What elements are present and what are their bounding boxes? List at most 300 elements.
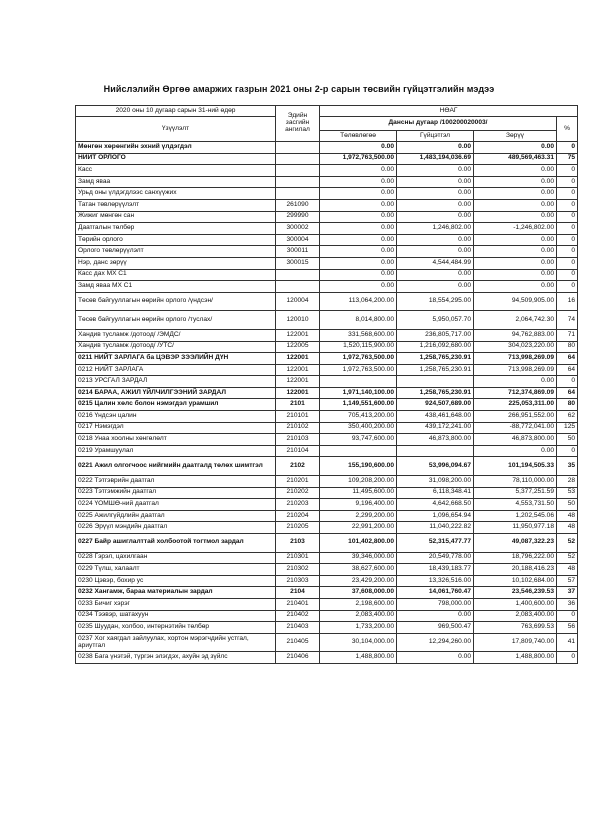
row-name: Мөнгөн хөрөнгийн эхний үлдэгдэл	[76, 142, 276, 154]
row-plan: 1,972,763,500.00	[320, 353, 397, 365]
row-pct: 0	[557, 445, 578, 457]
row-diff: 0.00	[474, 246, 557, 258]
row-actual	[397, 376, 474, 388]
table-row	[76, 292, 578, 311]
row-pct: 48	[557, 522, 578, 534]
table-row	[76, 199, 578, 211]
row-code: 210402	[276, 610, 320, 622]
table-row	[76, 487, 578, 499]
row-name: 0233 Бичиг хэрэг	[76, 598, 276, 610]
row-plan: 0.00	[320, 234, 397, 246]
row-actual: 0.00	[397, 142, 474, 154]
row-actual: 18,439,183.77	[397, 564, 474, 576]
row-pct: 62	[557, 411, 578, 423]
row-actual: 1,096,654.94	[397, 510, 474, 522]
table-row	[76, 510, 578, 522]
table-row	[76, 153, 578, 165]
row-code: 210303	[276, 575, 320, 587]
row-pct: 64	[557, 353, 578, 365]
row-plan: 30,104,000.00	[320, 633, 397, 652]
row-plan: 38,627,600.00	[320, 564, 397, 576]
row-name: НИЙТ ОРЛОГО	[76, 153, 276, 165]
row-actual: 236,805,717.00	[397, 329, 474, 341]
row-code: 300002	[276, 223, 320, 235]
row-code: 210101	[276, 411, 320, 423]
row-plan: 0.00	[320, 211, 397, 223]
row-name: Касс	[76, 165, 276, 177]
row-code: 210201	[276, 476, 320, 488]
table-row	[76, 165, 578, 177]
row-diff: 5,377,251.59	[474, 487, 557, 499]
row-code: 210104	[276, 445, 320, 457]
row-plan: 1,488,800.00	[320, 652, 397, 664]
header-pct: %	[557, 117, 578, 142]
row-plan: 0.00	[320, 199, 397, 211]
row-code: 210405	[276, 633, 320, 652]
row-plan: 0.00	[320, 176, 397, 188]
table-row	[76, 622, 578, 634]
row-code: 210202	[276, 487, 320, 499]
row-actual: 1,246,802.00	[397, 223, 474, 235]
row-name: Төсөв байгууллагын өөрийн орлого /үндсэн/	[76, 292, 276, 311]
row-actual: 0.00	[397, 652, 474, 664]
row-actual: 11,040,222.82	[397, 522, 474, 534]
row-pct: 80	[557, 399, 578, 411]
row-diff: 763,699.53	[474, 622, 557, 634]
row-code: 210203	[276, 499, 320, 511]
row-plan: 101,402,800.00	[320, 534, 397, 553]
row-pct: 36	[557, 598, 578, 610]
row-pct: 0	[557, 199, 578, 211]
row-actual: 14,061,760.47	[397, 587, 474, 599]
row-code	[276, 188, 320, 200]
row-code: 122001	[276, 364, 320, 376]
table-body	[76, 142, 578, 664]
table-row	[76, 476, 578, 488]
table-row	[76, 587, 578, 599]
table-row	[76, 246, 578, 258]
row-plan	[320, 445, 397, 457]
row-diff: 2,064,742.30	[474, 311, 557, 330]
row-name: Жижиг мөнгөн сан	[76, 211, 276, 223]
table-row	[76, 598, 578, 610]
row-name: Урьд оны үлдэгдлээс санхүүжих	[76, 188, 276, 200]
row-pct: 52	[557, 552, 578, 564]
row-plan: 0.00	[320, 165, 397, 177]
row-pct: 41	[557, 633, 578, 652]
row-diff: 0.00	[474, 234, 557, 246]
row-code: 122001	[276, 376, 320, 388]
row-diff: 4,553,731.50	[474, 499, 557, 511]
row-plan: 1,149,551,600.00	[320, 399, 397, 411]
row-diff: 0.00	[474, 211, 557, 223]
row-pct: 0	[557, 188, 578, 200]
row-plan: 93,747,600.00	[320, 434, 397, 446]
row-code: 210401	[276, 598, 320, 610]
row-code: 210103	[276, 434, 320, 446]
row-pct: 53	[557, 487, 578, 499]
header-actual: Гүйцэтгэл	[397, 131, 474, 142]
row-plan: 331,568,600.00	[320, 329, 397, 341]
row-plan: 0.00	[320, 188, 397, 200]
row-name: 0237 Хог хаягдал зайлуулах, хортон мэрэгчдийн устгал, ариутгал	[76, 633, 276, 652]
row-actual: 0.00	[397, 269, 474, 281]
row-actual: 969,500.47	[397, 622, 474, 634]
row-plan: 22,991,200.00	[320, 522, 397, 534]
row-plan: 0.00	[320, 223, 397, 235]
row-actual: 31,098,200.00	[397, 476, 474, 488]
row-name: 0235 Шуудан, холбоо, интернэтийн төлбөр	[76, 622, 276, 634]
row-actual: 0.00	[397, 165, 474, 177]
row-name: 0219 Урамшуулал	[76, 445, 276, 457]
row-actual: 0.00	[397, 281, 474, 293]
header-diff: Зөрүү	[474, 131, 557, 142]
row-plan: 9,196,400.00	[320, 499, 397, 511]
row-code: 300015	[276, 257, 320, 269]
table-row	[76, 341, 578, 353]
row-pct: 0	[557, 211, 578, 223]
table-row	[76, 499, 578, 511]
row-pct: 0	[557, 257, 578, 269]
row-name: Төрийн орлого	[76, 234, 276, 246]
row-code: 210204	[276, 510, 320, 522]
row-actual: 46,873,800.00	[397, 434, 474, 446]
row-code: 2101	[276, 399, 320, 411]
report-title: Нийслэлийн Өргөө амаржих газрын 2021 оны 2-р сарын төсвийн гүйцэтгэлийн мэдээ	[103, 84, 495, 94]
row-name: 0215 Цалин хөлс болон нэмэгдэл урамшил	[76, 399, 276, 411]
row-name: 0234 Тээвэр, шатахуун	[76, 610, 276, 622]
header-indicator: Үзүүлэлт	[76, 117, 276, 142]
row-name: 0214 БАРАА, АЖИЛ ҮЙЛЧИЛГЭЭНИЙ ЗАРДАЛ	[76, 387, 276, 399]
row-plan: 705,413,200.00	[320, 411, 397, 423]
table-row	[76, 434, 578, 446]
row-code: 120010	[276, 311, 320, 330]
row-name: 0238 Бага үнэтэй, түргэн элэгдэх, ахуйн эд зүйлс	[76, 652, 276, 664]
row-name: 0232 Хангамж, бараа материалын зардал	[76, 587, 276, 599]
row-plan: 23,429,200.00	[320, 575, 397, 587]
row-actual: 1,258,765,230.91	[397, 364, 474, 376]
table-row	[76, 188, 578, 200]
row-name: 0225 Ажилгүйдлийн даатгал	[76, 510, 276, 522]
row-name: 0217 Нэмэгдэл	[76, 422, 276, 434]
row-actual: 0.00	[397, 246, 474, 258]
table-row	[76, 223, 578, 235]
row-diff: 0.00	[474, 281, 557, 293]
row-code: 210403	[276, 622, 320, 634]
row-plan: 11,495,600.00	[320, 487, 397, 499]
row-actual: 439,172,241.00	[397, 422, 474, 434]
row-actual: 13,326,516.00	[397, 575, 474, 587]
row-pct: 64	[557, 364, 578, 376]
row-pct: 75	[557, 153, 578, 165]
table-row	[76, 281, 578, 293]
row-actual: 4,544,484.99	[397, 257, 474, 269]
header-group: НӨАГ	[320, 106, 578, 117]
row-pct: 0	[557, 376, 578, 388]
row-diff: 23,546,239.53	[474, 587, 557, 599]
row-diff: 0.00	[474, 257, 557, 269]
row-name: 0224 ҮОМШӨ-ний даатгал	[76, 499, 276, 511]
header-account: Дансны дугаар /100200020003/	[320, 117, 557, 131]
row-diff: 46,873,800.00	[474, 434, 557, 446]
row-code: 120004	[276, 292, 320, 311]
row-diff: 17,809,740.00	[474, 633, 557, 652]
row-plan: 2,299,200.00	[320, 510, 397, 522]
row-name: Хандив тусламж /дотоод/ /УТС/	[76, 341, 276, 353]
table-row	[76, 376, 578, 388]
row-diff: 10,102,684.00	[474, 575, 557, 587]
row-actual: 4,642,668.50	[397, 499, 474, 511]
row-name: Касс дах МХ С1	[76, 269, 276, 281]
row-plan: 39,346,000.00	[320, 552, 397, 564]
row-actual: 0.00	[397, 211, 474, 223]
row-code	[276, 142, 320, 154]
row-actual: 6,118,348.41	[397, 487, 474, 499]
row-code: 299990	[276, 211, 320, 223]
table-row	[76, 652, 578, 664]
row-code: 2104	[276, 587, 320, 599]
row-name: 0228 Гэрэл, цахилгаан	[76, 552, 276, 564]
row-name: 0221 Ажил олгогчоос нийгмийн даатгалд төлөх шимтгэл	[76, 457, 276, 476]
row-name: Төсөв байгууллагын өөрийн орлого /туслах/	[76, 311, 276, 330]
row-diff: -1,246,802.00	[474, 223, 557, 235]
row-plan: 350,400,200.00	[320, 422, 397, 434]
row-code: 210302	[276, 564, 320, 576]
row-pct: 0	[557, 652, 578, 664]
row-diff: 0.00	[474, 445, 557, 457]
table-row	[76, 176, 578, 188]
row-pct: 48	[557, 564, 578, 576]
row-actual: 1,258,765,230.91	[397, 387, 474, 399]
header-plan: Төлөвлөгөө	[320, 131, 397, 142]
row-actual: 0.00	[397, 610, 474, 622]
row-actual: 0.00	[397, 188, 474, 200]
row-pct: 0	[557, 176, 578, 188]
row-pct: 0	[557, 165, 578, 177]
row-code: 300011	[276, 246, 320, 258]
row-diff: 304,023,220.00	[474, 341, 557, 353]
table-row	[76, 387, 578, 399]
row-diff: 1,202,545.06	[474, 510, 557, 522]
row-diff: 78,110,000.00	[474, 476, 557, 488]
row-code: 210301	[276, 552, 320, 564]
row-plan: 109,208,200.00	[320, 476, 397, 488]
row-diff: 1,400,600.00	[474, 598, 557, 610]
table-row	[76, 364, 578, 376]
table-row	[76, 534, 578, 553]
row-name: Орлого төвлөрүүлэлт	[76, 246, 276, 258]
row-name: Даатгалын төлбөр	[76, 223, 276, 235]
row-code	[276, 269, 320, 281]
row-actual: 1,258,765,230.91	[397, 353, 474, 365]
row-pct: 56	[557, 622, 578, 634]
row-plan: 0.00	[320, 257, 397, 269]
row-diff: 0.00	[474, 188, 557, 200]
row-diff: 94,509,905.00	[474, 292, 557, 311]
table-row	[76, 353, 578, 365]
row-pct: 0	[557, 234, 578, 246]
row-pct: 52	[557, 534, 578, 553]
row-diff: 225,053,311.00	[474, 399, 557, 411]
row-diff: 101,194,505.33	[474, 457, 557, 476]
row-plan: 0.00	[320, 246, 397, 258]
row-code: 300004	[276, 234, 320, 246]
row-pct: 35	[557, 457, 578, 476]
row-pct: 0	[557, 281, 578, 293]
table-row	[76, 269, 578, 281]
row-actual: 53,996,094.67	[397, 457, 474, 476]
row-code: 122001	[276, 353, 320, 365]
row-diff: 49,087,322.23	[474, 534, 557, 553]
table-row	[76, 257, 578, 269]
row-pct: 80	[557, 341, 578, 353]
row-actual: 1,483,194,036.69	[397, 153, 474, 165]
table-row	[76, 575, 578, 587]
row-code: 2102	[276, 457, 320, 476]
row-plan: 37,608,000.00	[320, 587, 397, 599]
row-name: 0229 Түлш, халаалт	[76, 564, 276, 576]
row-code: 210205	[276, 522, 320, 534]
row-pct: 0	[557, 269, 578, 281]
row-pct: 0	[557, 223, 578, 235]
row-code: 122005	[276, 341, 320, 353]
row-actual: 1,216,092,680.00	[397, 341, 474, 353]
row-pct: 74	[557, 311, 578, 330]
row-diff: 0.00	[474, 142, 557, 154]
row-pct: 28	[557, 476, 578, 488]
row-actual: 12,294,260.00	[397, 633, 474, 652]
row-code	[276, 176, 320, 188]
row-code: 2103	[276, 534, 320, 553]
row-plan: 8,014,800.00	[320, 311, 397, 330]
row-diff: 1,488,800.00	[474, 652, 557, 664]
row-actual: 5,950,057.70	[397, 311, 474, 330]
row-name: 0216 Үндсэн цалин	[76, 411, 276, 423]
table-row	[76, 610, 578, 622]
row-plan: 0.00	[320, 281, 397, 293]
row-name: 0227 Байр ашиглалттай холбоотой тогтмол зардал	[76, 534, 276, 553]
row-pct: 125	[557, 422, 578, 434]
row-code	[276, 153, 320, 165]
row-name: 0218 Унаа хоолны хөнгөлөлт	[76, 434, 276, 446]
table-row	[76, 211, 578, 223]
row-name: 0212 НИЙТ ЗАРЛАГА	[76, 364, 276, 376]
row-name: 0211 НИЙТ ЗАРЛАГА ба ЦЭВЭР ЗЭЭЛИЙН ДҮН	[76, 353, 276, 365]
row-pct: 64	[557, 387, 578, 399]
row-plan: 1,971,140,100.00	[320, 387, 397, 399]
row-code	[276, 165, 320, 177]
row-actual: 18,554,295.00	[397, 292, 474, 311]
row-plan: 1,972,763,500.00	[320, 153, 397, 165]
table-row	[76, 633, 578, 652]
row-diff: 2,083,400.00	[474, 610, 557, 622]
row-plan: 155,190,600.00	[320, 457, 397, 476]
row-pct: 0	[557, 246, 578, 258]
row-plan: 0.00	[320, 142, 397, 154]
table-row	[76, 552, 578, 564]
row-name: Замд яваа	[76, 176, 276, 188]
row-plan	[320, 376, 397, 388]
row-actual: 924,507,689.00	[397, 399, 474, 411]
row-diff: 0.00	[474, 376, 557, 388]
table-row	[76, 142, 578, 154]
row-name: Хандив тусламж /дотоод/ /ЭМДС/	[76, 329, 276, 341]
row-actual: 438,461,648.00	[397, 411, 474, 423]
row-actual: 20,549,778.00	[397, 552, 474, 564]
table-row	[76, 234, 578, 246]
row-pct: 71	[557, 329, 578, 341]
row-pct: 57	[557, 575, 578, 587]
row-diff: 713,998,269.09	[474, 364, 557, 376]
row-name: Нэр, данс зөрүү	[76, 257, 276, 269]
table-row	[76, 411, 578, 423]
row-diff: 0.00	[474, 199, 557, 211]
row-plan: 1,733,200.00	[320, 622, 397, 634]
row-plan: 1,972,763,500.00	[320, 364, 397, 376]
row-name: 0213 УРСГАЛ ЗАРДАЛ	[76, 376, 276, 388]
row-name: 0223 Тэтгэмжийн даатгал	[76, 487, 276, 499]
row-name: 0222 Тэтгэврийн даатгал	[76, 476, 276, 488]
table-row	[76, 457, 578, 476]
row-actual: 0.00	[397, 199, 474, 211]
row-name: Татан төвлөрүүлэлт	[76, 199, 276, 211]
row-code: 261090	[276, 199, 320, 211]
header-code: Эдийн засгийн ангилал	[276, 106, 320, 142]
row-code: 210406	[276, 652, 320, 664]
table-row	[76, 564, 578, 576]
row-name: 0226 Эрүүл мэндийн даатгал	[76, 522, 276, 534]
budget-table	[75, 105, 578, 664]
row-code: 122001	[276, 329, 320, 341]
row-pct: 50	[557, 499, 578, 511]
row-code: 122001	[276, 387, 320, 399]
row-diff: -88,772,041.00	[474, 422, 557, 434]
row-diff: 0.00	[474, 269, 557, 281]
row-plan: 2,198,600.00	[320, 598, 397, 610]
row-actual: 0.00	[397, 234, 474, 246]
table-row	[76, 399, 578, 411]
row-code	[276, 281, 320, 293]
row-pct: 0	[557, 610, 578, 622]
row-pct: 0	[557, 142, 578, 154]
row-actual: 0.00	[397, 176, 474, 188]
table-row	[76, 329, 578, 341]
row-code: 210102	[276, 422, 320, 434]
table-row	[76, 311, 578, 330]
row-diff: 266,951,552.00	[474, 411, 557, 423]
row-diff: 20,188,416.23	[474, 564, 557, 576]
row-diff: 0.00	[474, 165, 557, 177]
row-actual: 798,000.00	[397, 598, 474, 610]
table-row	[76, 522, 578, 534]
row-plan: 1,520,115,900.00	[320, 341, 397, 353]
row-plan: 2,083,400.00	[320, 610, 397, 622]
row-diff: 11,950,977.18	[474, 522, 557, 534]
row-name: 0230 Цэвэр, бохир ус	[76, 575, 276, 587]
row-diff: 0.00	[474, 176, 557, 188]
row-actual	[397, 445, 474, 457]
row-name: Замд яваа МХ С1	[76, 281, 276, 293]
row-pct: 50	[557, 434, 578, 446]
row-diff: 712,374,869.09	[474, 387, 557, 399]
header-date: 2020 оны 10 дугаар сарын 31-ний өдөр	[76, 106, 276, 117]
row-pct: 16	[557, 292, 578, 311]
table-row	[76, 445, 578, 457]
row-diff: 94,762,883.00	[474, 329, 557, 341]
row-diff: 489,569,463.31	[474, 153, 557, 165]
row-pct: 37	[557, 587, 578, 599]
row-pct: 48	[557, 510, 578, 522]
